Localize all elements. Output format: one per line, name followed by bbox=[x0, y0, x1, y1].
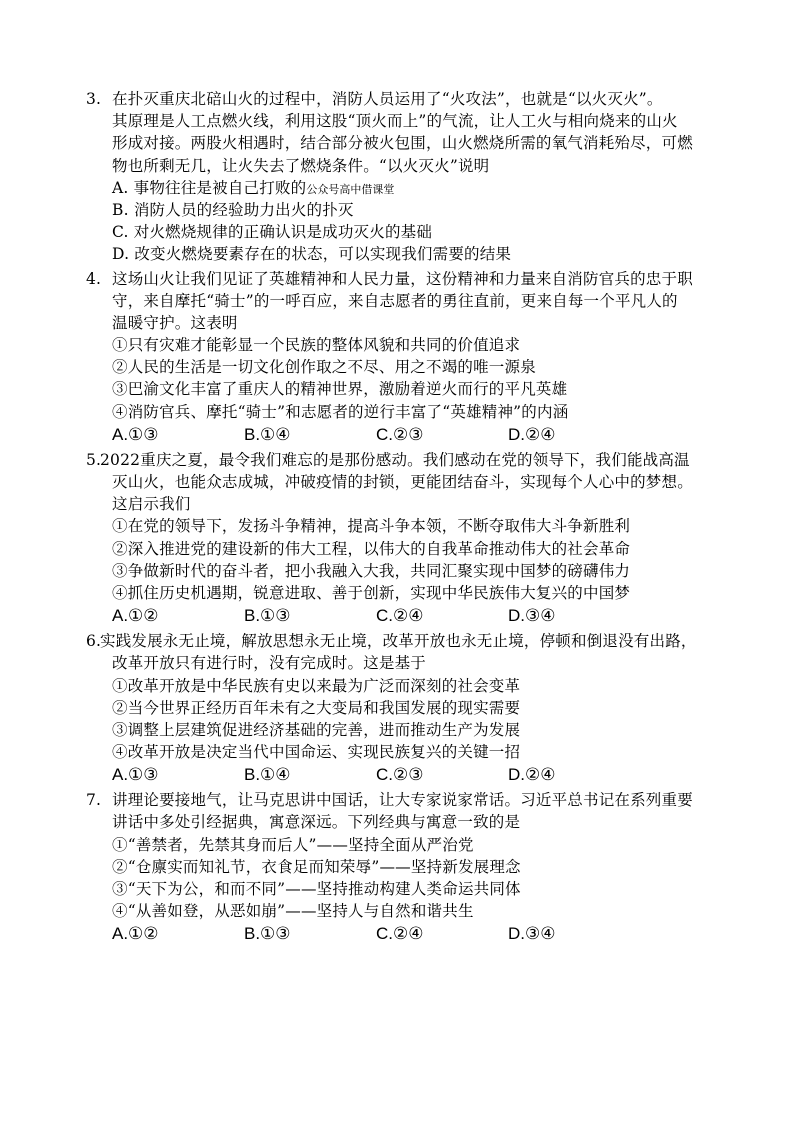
statement-3: ③争做新时代的奋斗者，把小我融入大我，共同汇聚实现中国梦的磅礴伟力 bbox=[112, 561, 631, 580]
option-line bbox=[0, 243, 794, 265]
question-stem-line bbox=[0, 811, 794, 833]
question-number: 5. bbox=[86, 450, 102, 469]
statement-line bbox=[0, 515, 794, 537]
statement-1: ①“善禁者，先禁其身而后人”——坚持全面从严治党 bbox=[112, 835, 474, 854]
stem-text: 这场山火让我们见证了英雄精神和人民力量，这份精神和力量来自消防官兵的忠于职 bbox=[112, 269, 693, 288]
choice-d[interactable]: D.②④ bbox=[508, 765, 556, 785]
choice-c[interactable]: C.②③ bbox=[376, 424, 424, 444]
statement-line bbox=[0, 582, 794, 604]
option-c: C. 对火燃烧规律的正确认识是成功灭火的基础 bbox=[112, 223, 433, 242]
question-7 bbox=[0, 789, 794, 946]
choice-c[interactable]: C.②③ bbox=[376, 765, 424, 785]
statement-4: ④抓住历史机遇期，锐意进取、善于创新，实现中华民族伟大复兴的中国梦 bbox=[112, 583, 631, 602]
stem-text: 在扑灭重庆北碚山火的过程中，消防人员运用了“火攻法”，也就是“以火灭火”。 bbox=[112, 90, 663, 108]
option-line bbox=[0, 199, 794, 221]
question-stem-line bbox=[0, 290, 794, 312]
question-5 bbox=[0, 449, 794, 628]
choice-c[interactable]: C.②④ bbox=[376, 924, 424, 944]
stem-text: 物也所剩无几，让火失去了燃烧条件。“以火灭火”说明 bbox=[112, 156, 490, 175]
statement-line bbox=[0, 675, 794, 697]
stem-text: 讲话中多处引经据典，寓意深远。下列经典与寓意一致的是 bbox=[112, 813, 521, 832]
question-number: 3. bbox=[86, 90, 102, 108]
choice-b[interactable]: B.①③ bbox=[244, 924, 291, 944]
statement-line bbox=[0, 697, 794, 719]
statement-line bbox=[0, 401, 794, 423]
exam-page bbox=[0, 88, 794, 946]
statement-4: ④“从善如登，从恶如崩”——坚持人与自然和谐共生 bbox=[112, 902, 474, 921]
question-stem-line bbox=[0, 268, 794, 290]
choice-a[interactable]: A.①② bbox=[112, 924, 159, 944]
stem-text: 形成对接。两股火相遇时，结合部分被火包围，山火燃烧所需的氧气消耗殆尽，可燃 bbox=[112, 134, 693, 153]
question-stem-line bbox=[0, 110, 794, 132]
answer-choices bbox=[0, 604, 794, 628]
statement-3: ③“天下为公，和而不同”——坚持推动构建人类命运共同体 bbox=[112, 880, 521, 898]
statement-2: ②人民的生活是一切文化创作取之不尽、用之不竭的唯一源泉 bbox=[112, 358, 536, 377]
answer-choices bbox=[0, 922, 794, 946]
question-3 bbox=[0, 88, 794, 266]
statement-line bbox=[0, 378, 794, 400]
stem-text: 讲理论要接地气，让马克思讲中国话，让大专家说家常话。习近平总书记在系列重要 bbox=[112, 791, 693, 810]
option-a bbox=[112, 177, 394, 201]
question-stem-line bbox=[0, 630, 794, 652]
option-b: B. 消防人员的经验助力出火的扑灭 bbox=[112, 200, 354, 219]
choice-b[interactable]: B.①④ bbox=[244, 424, 291, 444]
statement-1: ①只有灾难才能彰显一个民族的整体风貌和共同的价值追求 bbox=[112, 336, 521, 355]
statement-2: ②当今世界正经历百年未有之大变局和我国发展的现实需要 bbox=[112, 698, 521, 717]
statement-line bbox=[0, 538, 794, 560]
question-stem-line bbox=[0, 493, 794, 515]
statement-3: ③调整上层建筑促进经济基础的完善，进而推动生产为发展 bbox=[112, 720, 521, 739]
statement-line bbox=[0, 741, 794, 763]
question-4 bbox=[0, 268, 794, 447]
choice-c[interactable]: C.②④ bbox=[376, 606, 424, 626]
stem-text: 守，来自摩托“骑士”的一呼百应，来自志愿者的勇往直前，更来自每一个平凡人的 bbox=[112, 291, 678, 310]
question-number: 7. bbox=[86, 791, 102, 810]
question-stem-line bbox=[0, 132, 794, 154]
choice-d[interactable]: D.②④ bbox=[508, 424, 556, 444]
statement-line bbox=[0, 719, 794, 741]
option-d: D. 改变火燃烧要素存在的状态，可以实现我们需要的结果 bbox=[112, 245, 512, 264]
question-6 bbox=[0, 630, 794, 787]
choice-d[interactable]: D.③④ bbox=[508, 606, 556, 626]
stem-text: 实践发展永无止境，解放思想永无止境，改革开放也永无止境，停顿和倒退没有出路， bbox=[100, 632, 697, 651]
choice-a[interactable]: A.①② bbox=[112, 606, 159, 626]
statement-line bbox=[0, 878, 794, 900]
question-stem-line bbox=[0, 789, 794, 811]
stem-text: 改革开放只有进行时，没有完成时。这是基于 bbox=[112, 654, 427, 673]
question-stem-line bbox=[0, 471, 794, 493]
statement-4: ④改革开放是决定当代中国命运、实现民族复兴的关键一招 bbox=[112, 743, 521, 762]
question-number: 6. bbox=[86, 632, 102, 651]
stem-text: 其原理是人工点燃火线，利用这股“顶火而上”的气流，让人工火与相向烧来的山火 bbox=[112, 112, 678, 131]
statement-1: ①改革开放是中华民族有史以来最为广泛而深刻的社会变革 bbox=[112, 676, 521, 695]
stem-text: 温暖守护。这表明 bbox=[112, 313, 238, 332]
choice-a[interactable]: A.①③ bbox=[112, 765, 159, 785]
statement-line bbox=[0, 834, 794, 856]
option-line bbox=[0, 221, 794, 243]
statement-2: ②“仓廪实而知礼节，衣食足而知荣辱”——坚持新发展理念 bbox=[112, 857, 521, 876]
statement-3: ③巴渝文化丰富了重庆人的精神世界，激励着逆火而行的平凡英雄 bbox=[112, 380, 568, 399]
choice-b[interactable]: B.①④ bbox=[244, 765, 291, 785]
statement-4: ④消防官兵、摩托“骑士”和志愿者的逆行丰富了“英雄精神”的内涵 bbox=[112, 402, 569, 421]
question-stem-line bbox=[0, 312, 794, 334]
question-stem-line bbox=[0, 88, 794, 110]
question-stem-line bbox=[0, 449, 794, 471]
stem-text: 这启示我们 bbox=[112, 495, 191, 514]
stem-text: 灭山火，也能众志成城，冲破疫情的封锁，更能团结奋斗，实现每个人心中的梦想。 bbox=[112, 473, 693, 491]
option-text: A. 事物往往是被自己打败的 bbox=[112, 178, 307, 197]
choice-d[interactable]: D.③④ bbox=[508, 924, 556, 944]
question-stem-line bbox=[0, 652, 794, 674]
question-number: 4. bbox=[86, 269, 102, 288]
statement-line bbox=[0, 856, 794, 878]
option-line bbox=[0, 177, 794, 199]
answer-choices bbox=[0, 423, 794, 447]
question-stem-line bbox=[0, 155, 794, 177]
choice-a[interactable]: A.①③ bbox=[112, 424, 159, 444]
answer-choices bbox=[0, 763, 794, 787]
watermark-text: 公众号高中借课堂 bbox=[306, 182, 395, 196]
choice-b[interactable]: B.①③ bbox=[244, 606, 291, 626]
statement-line bbox=[0, 900, 794, 922]
stem-text: 2022重庆之夏，最令我们难忘的是那份感动。我们感动在党的领导下，我们能战高温 bbox=[100, 450, 690, 469]
statement-line bbox=[0, 560, 794, 582]
statement-line bbox=[0, 334, 794, 356]
statement-1: ①在党的领导下，发扬斗争精神，提高斗争本领，不断夺取伟大斗争新胜利 bbox=[112, 517, 631, 536]
statement-line bbox=[0, 356, 794, 378]
statement-2: ②深入推进党的建设新的伟大工程，以伟大的自我革命推动伟大的社会革命 bbox=[112, 539, 631, 558]
